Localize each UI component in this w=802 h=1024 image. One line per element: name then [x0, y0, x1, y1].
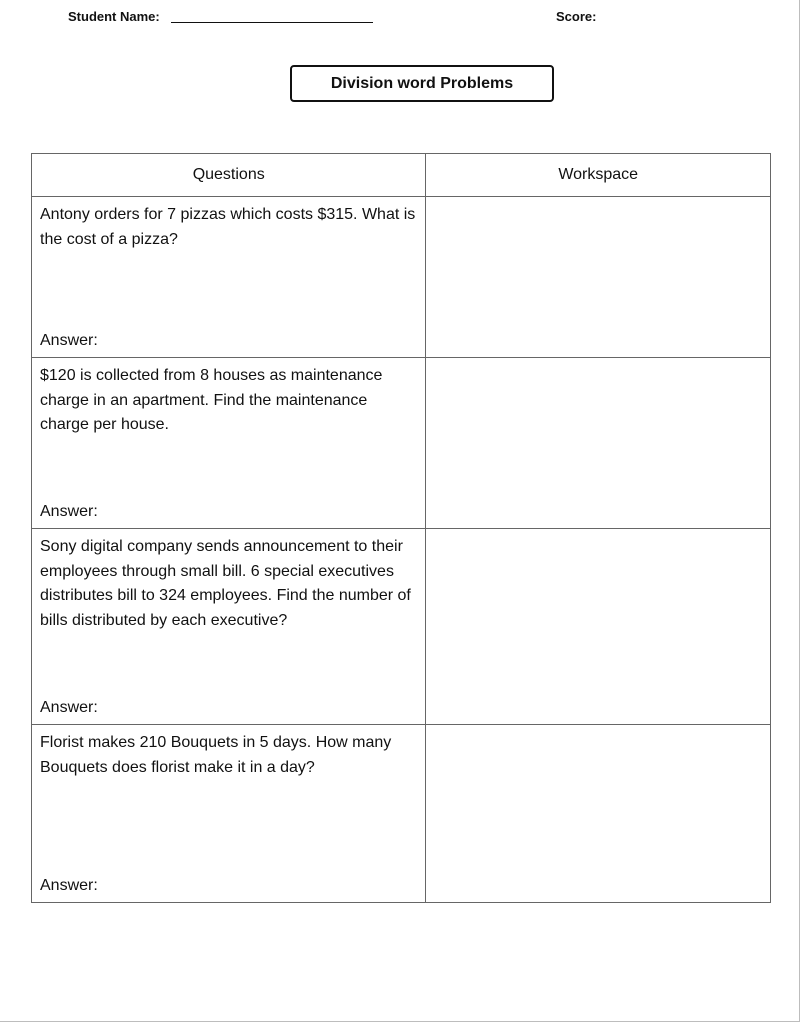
answer-label: Answer: — [40, 698, 98, 716]
questions-header: Questions — [32, 154, 426, 197]
table-header-row — [32, 154, 771, 197]
worksheet-title: Division word Problems — [290, 65, 554, 102]
table-row — [32, 725, 771, 903]
answer-label: Answer: — [40, 876, 98, 894]
table-row — [32, 358, 771, 529]
workspace-cell[interactable] — [426, 197, 771, 358]
student-name-field[interactable] — [171, 22, 373, 23]
question-text: $120 is collected from 8 houses as maintenance charge in an apartment. Find the maintenance charge per house. — [40, 367, 383, 433]
table-row — [32, 529, 771, 725]
workspace-cell[interactable] — [426, 529, 771, 725]
question-text: Antony orders for 7 pizzas which costs $315. What is the cost of a pizza? — [40, 206, 416, 248]
question-cell — [32, 725, 426, 903]
table-row — [32, 197, 771, 358]
answer-label: Answer: — [40, 502, 98, 520]
workspace-header: Workspace — [426, 154, 771, 197]
question-cell — [32, 197, 426, 358]
question-text: Florist makes 210 Bouquets in 5 days. How many Bouquets does florist make it in a day? — [40, 734, 392, 776]
score-label: Score: — [556, 9, 597, 24]
student-name-label: Student Name: — [68, 9, 160, 24]
workspace-cell[interactable] — [426, 725, 771, 903]
problems-table — [31, 153, 771, 903]
workspace-cell[interactable] — [426, 358, 771, 529]
answer-label: Answer: — [40, 331, 98, 349]
question-text: Sony digital company sends announcement to their employees through small bill. 6 special executives distributes bill to 324 employees. Find the number of bills distributed by each executive? — [40, 538, 411, 629]
question-cell — [32, 529, 426, 725]
question-cell — [32, 358, 426, 529]
